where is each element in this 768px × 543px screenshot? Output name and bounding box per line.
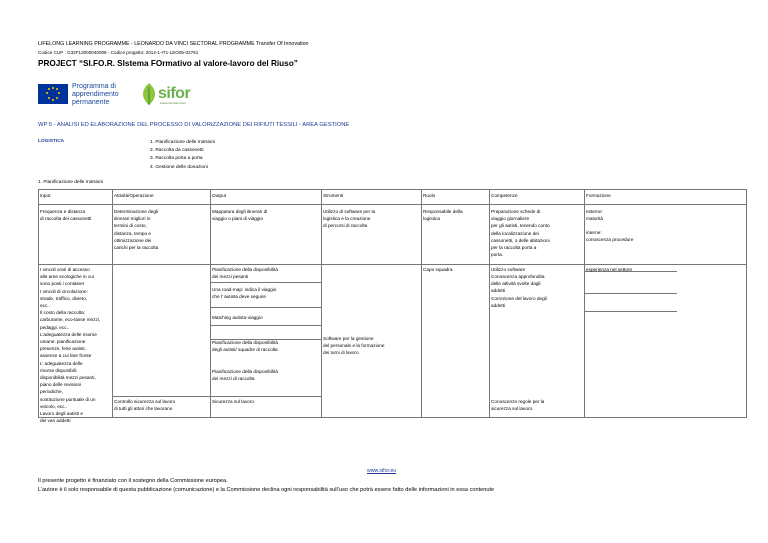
- list-item: 3. Raccolta porta a porta: [150, 156, 203, 162]
- table-cell: Responsabile della logistica: [423, 209, 463, 222]
- table-cell: Utilizzo di software per la logistica e la creazione di percorsi di raccolta: [323, 209, 376, 229]
- table-header-cell: Formazione: [586, 193, 611, 198]
- list-item: 1. Pianificazione delle missioni: [150, 140, 216, 145]
- table-cell: Pianificazione della disponibilità dei mezzi di raccolta: [212, 369, 278, 382]
- sifor-logo: sifor sistema formativo riuso: [138, 80, 218, 108]
- footer-disclaimer: L’autore è il solo responsabile di questa pubblicazione (comunicazione) e la Commissione declina ogni responsabilità sull’uso che potrà essere fatto delle informazioni in essa contenute: [38, 487, 495, 493]
- table-cell: Controllo sicurezza sul lavoro di tutti gli attori che lavorano: [114, 399, 176, 412]
- table-cell: Capo squadra: [423, 267, 453, 272]
- table-cell: Sicurezza sul lavoro: [212, 399, 254, 404]
- table-cell: Utilizzo software: [491, 267, 526, 272]
- table-cell: Software per la gestione del personale e la formazione dei turni di lavoro: [323, 336, 385, 356]
- table-cell: Determinazione degli itinerari migliori in termini di costo, distanza, tempo e ottimizzazione dei carichi per la raccolta: [114, 209, 159, 251]
- table-cell: Pianificazione della disponibilità dei mezzi pesanti: [212, 267, 278, 280]
- table-cell: Correzione del lavoro degli addetti: [491, 296, 547, 309]
- table-cell: interne: conoscenza procedure: [586, 230, 634, 243]
- table-header-cell: Strumenti: [323, 193, 344, 198]
- table-header-cell: Output: [212, 193, 227, 198]
- wp-title: WP 5 - ANALISI ED ELABORAZIONE DEL PROCESSO DI VALORIZZAZIONE DEI RIFIUTI TESSILI - AREA GESTIONE: [38, 122, 350, 128]
- project-title: PROJECT “SI.FO.R. SIstema FOrmativo al valore-lavoro del Riuso”: [38, 59, 298, 68]
- table-cell: esperienza nel settore: [586, 267, 633, 272]
- table-cell: I vincoli orari di accesso alle aree ecologiche in cui sono posti i container I vincoli di circolazione: strade, traffico, divieto, ecc.. Il costo della raccolta: carburante, eco-tasse mezzi, pedaggi, ecc.. L’adeguatezza delle risorse umane: pianificazione presenze, ferie autisti, assenze a cui fare fronte L’ adeguatezza delle risorse disponibili: disponibilità mezzi pesanti, piano delle revisioni periodiche, sostituzione puntuale di un veicolo, ecc.. Lavoro degli autisti e dei vari addetti: [40, 267, 101, 424]
- footer-funding-note: Il presente progetto è finanziato con il sostegno della Commissione europea.: [38, 478, 228, 484]
- table-cell: Una road-map: indica il viaggio che l’ autista deve seguire: [212, 287, 277, 300]
- eu-flag-icon: [38, 84, 68, 104]
- table-cell: Matching autista-viaggio: [212, 315, 263, 320]
- table-header-cell: Competenze: [491, 193, 518, 198]
- list-item: 2. Raccolta da cassonetti: [150, 148, 204, 154]
- header-programme-line: LIFELONG LEARNING PROGRAMME - LEONARDO DA VINCI SECTORAL PROGRAMME Transfer Of Innovation: [38, 41, 309, 47]
- table-cell: Pianificazione della disponibilità degli autisti/ squadre di raccolta: [212, 340, 278, 353]
- table-cell: Frequenza e distanza di raccolta dei cassonetti: [40, 209, 92, 222]
- table-cell: esterne: maturità: [586, 209, 603, 222]
- table-cell: Conoscenza approfondita delle attività svolte dagli addetti: [491, 274, 545, 294]
- leaf-icon: [138, 81, 160, 107]
- table-header-cell: Input: [40, 193, 51, 198]
- table-cell: Conoscenze regole per la sicurezza sul lavoro.: [491, 399, 545, 412]
- list-item: 4. Gestione delle donazioni: [150, 164, 208, 170]
- logo-row: [38, 80, 238, 108]
- planning-table: [38, 189, 747, 424]
- table-cell: Mappatura degli itinerari di viaggio o piani di viaggio: [212, 209, 268, 222]
- table-header-cell: Ruolo: [423, 193, 436, 198]
- section-title: 1. Pianificazione delle missioni: [38, 180, 104, 185]
- website-link[interactable]: www.sifor.eu: [367, 468, 397, 474]
- table-cell: Preparazione schede di viaggio giornaliere per gli autisti, tenendo conto della localizzazione dei cassonetti, o delle abitazioni per la raccolta porta a porta.: [491, 209, 550, 258]
- header-code-line: Codice CUP : G32F12000040006 - Codice progetto: 2012-1-IT1-LEO05-02781: [38, 50, 199, 55]
- logistica-label: LOGISTICA: [38, 139, 65, 144]
- missions-list: [150, 139, 215, 172]
- programme-logo-text: Programma di apprendimento permanente: [72, 83, 119, 106]
- table-header-cell: Attività/Operazione: [114, 193, 154, 198]
